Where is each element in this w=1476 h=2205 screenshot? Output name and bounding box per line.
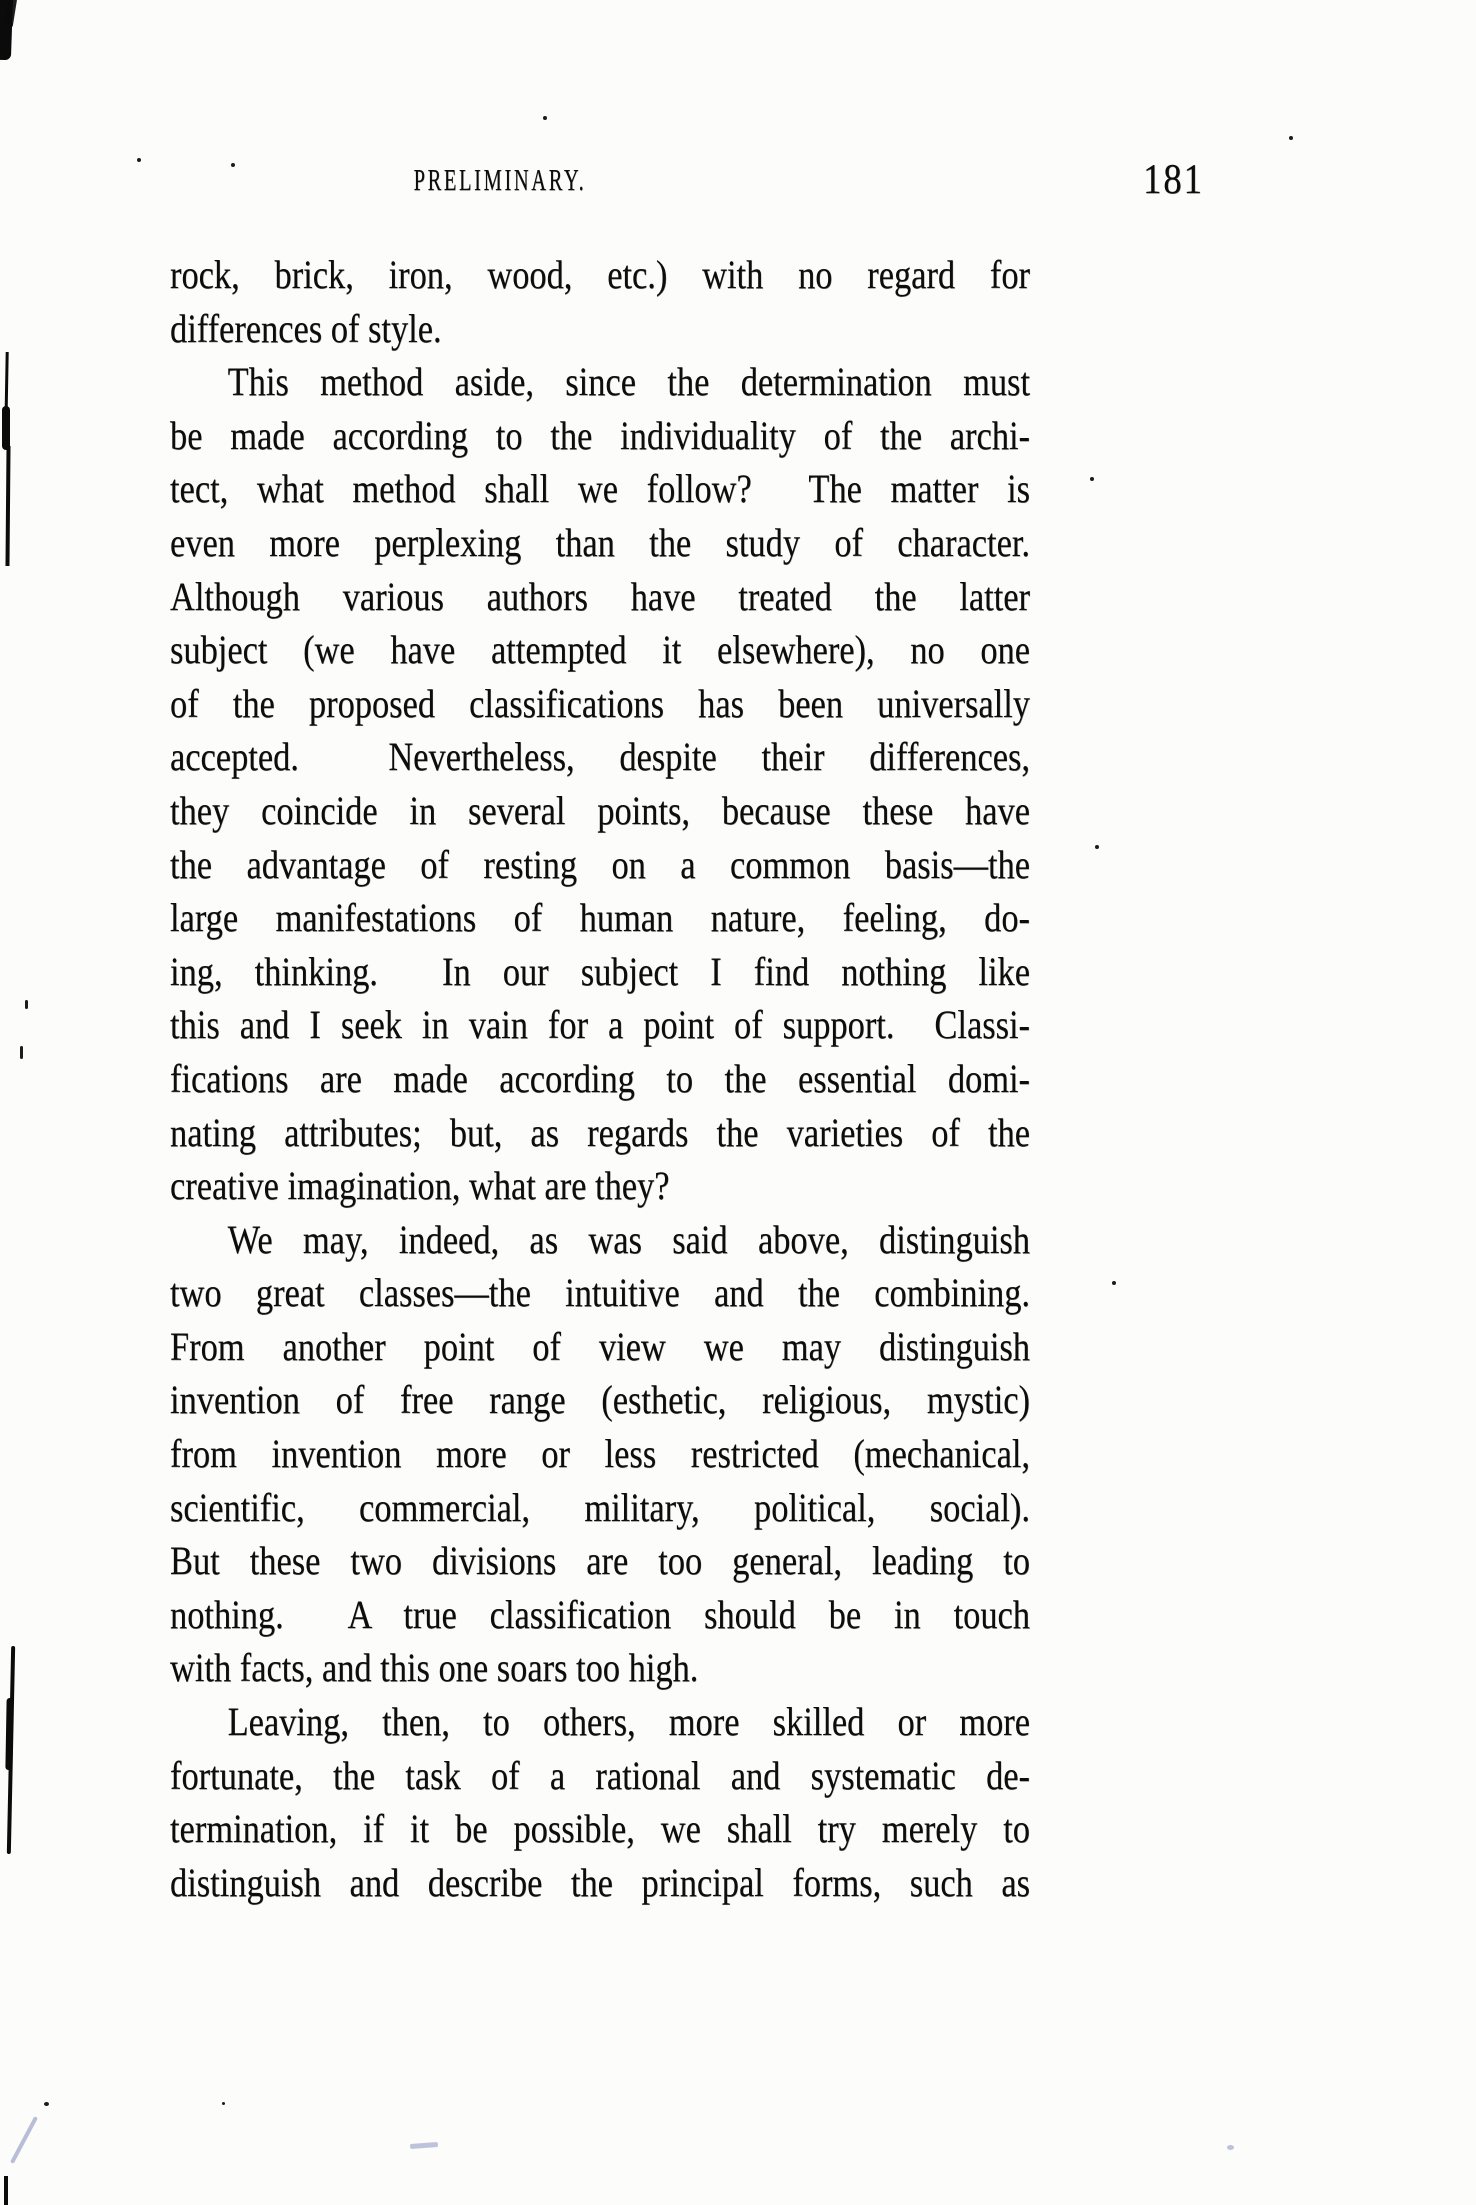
text-line: distinguish and describe the principal forms, such as xyxy=(170,1859,1030,1905)
text-line: fications are made according to the essential domi- xyxy=(170,1055,1030,1101)
text-line: From another point of view we may distinguish xyxy=(170,1323,1030,1369)
text-line: We may, indeed, as was said above, distinguish xyxy=(227,1216,1030,1262)
scan-speck xyxy=(25,1000,28,1009)
text-line: Although various authors have treated the latter xyxy=(170,573,1030,619)
text-line: fortunate, the task of a rational and systematic de- xyxy=(170,1752,1030,1798)
page-text xyxy=(170,248,1030,1909)
pen-mark xyxy=(1227,2145,1234,2150)
text-line: This method aside, since the determination must xyxy=(227,359,1030,405)
scan-smudge xyxy=(4,2176,8,2205)
text-line: ing, thinking. In our subject I find nothing like xyxy=(170,948,1030,994)
text-line: this and I seek in vain for a point of support. Classi- xyxy=(170,1002,1030,1048)
text-line: Leaving, then, to others, more skilled or more xyxy=(227,1699,1030,1745)
text-line: even more perplexing than the study of character. xyxy=(170,519,1030,565)
text-line: rock, brick, iron, wood, etc.) with no regard for xyxy=(170,252,1030,297)
scan-speck xyxy=(44,2102,49,2106)
text-line: large manifestations of human nature, feeling, do- xyxy=(170,895,1030,941)
scan-smudge xyxy=(2,406,10,450)
text-line: But these two divisions are too general, leading to xyxy=(170,1538,1030,1584)
text-line: of the proposed classifications has been universally xyxy=(170,680,1030,726)
text-line: subject (we have attempted it elsewhere), no one xyxy=(170,627,1030,673)
text-line: nothing. A true classification should be in touch xyxy=(170,1591,1030,1637)
text-line: invention of free range (esthetic, religious, mystic) xyxy=(170,1377,1030,1423)
page-number: 181 xyxy=(1143,157,1204,203)
scan-speck xyxy=(20,1046,23,1059)
text-line: two great classes—the intuitive and the combining. xyxy=(170,1270,1030,1316)
text-line: with facts, and this one soars too high. xyxy=(170,1645,699,1691)
scan-smudge xyxy=(5,446,10,566)
scan-speck xyxy=(231,163,235,167)
text-line: termination, if it be possible, we shall try merely to xyxy=(170,1806,1030,1852)
text-line: accepted. Nevertheless, despite their differences, xyxy=(170,734,1030,780)
scan-speck xyxy=(1289,136,1293,140)
scan-smudge xyxy=(5,1698,13,1770)
pen-mark xyxy=(10,2116,38,2164)
text-line: creative imagination, what are they? xyxy=(170,1163,670,1209)
text-line: differences of style. xyxy=(170,305,442,351)
scan-speck xyxy=(137,158,141,162)
text-line: tect, what method shall we follow? The matter is xyxy=(170,466,1030,512)
scan-speck xyxy=(1090,477,1094,481)
text-line: be made according to the individuality of the archi- xyxy=(170,412,1030,458)
text-line: from invention more or less restricted (mechanical, xyxy=(170,1431,1030,1477)
scan-speck xyxy=(543,116,547,120)
text-line: the advantage of resting on a common basis—the xyxy=(170,841,1030,887)
text-line: scientific, commercial, military, political, social). xyxy=(170,1484,1030,1530)
running-header: PRELIMINARY. xyxy=(413,162,587,197)
text-line: they coincide in several points, because these have xyxy=(170,787,1030,833)
scan-speck xyxy=(222,2102,225,2105)
pen-mark xyxy=(410,2142,438,2149)
text-line: nating attributes; but, as regards the varieties of the xyxy=(170,1109,1030,1155)
scan-speck xyxy=(1095,845,1099,849)
scan-speck xyxy=(1112,1281,1116,1285)
